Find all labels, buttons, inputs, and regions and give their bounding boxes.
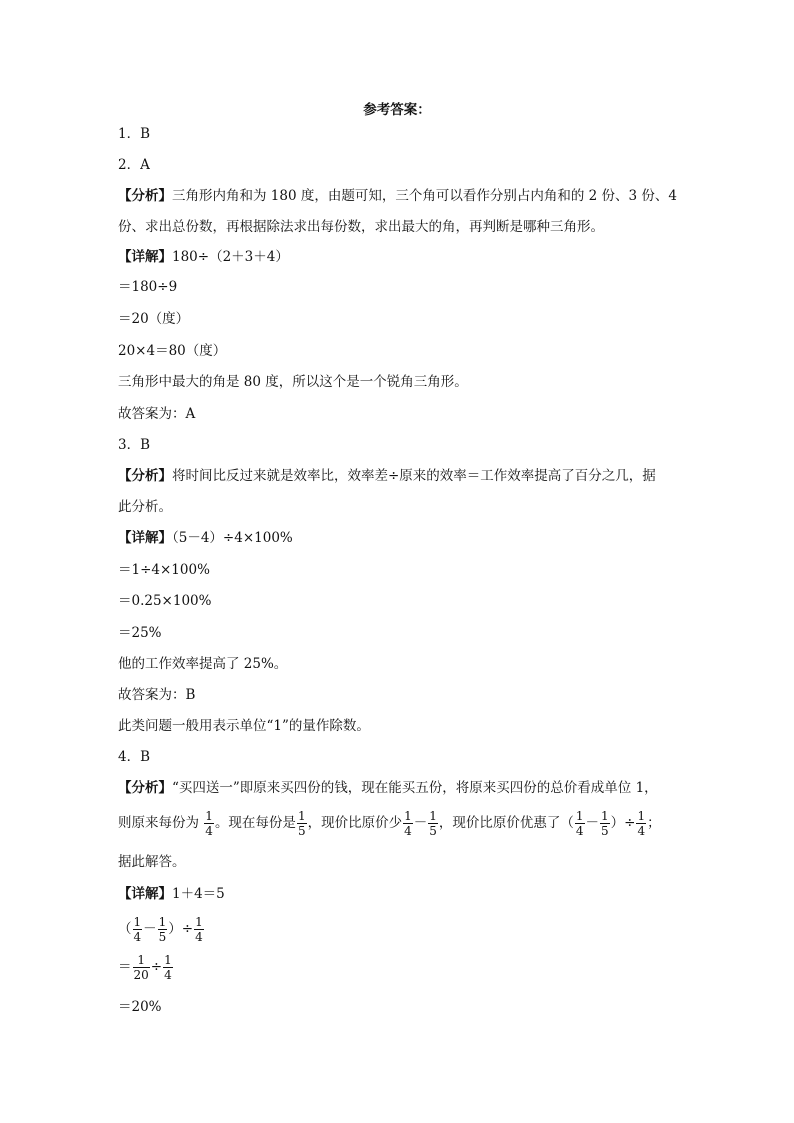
answer-1: 1．B — [118, 126, 151, 142]
denominator: 5 — [297, 824, 306, 838]
analysis-text: “买四送一”即原来买四份的钱，现在能买五份，将原来买四份的总价看成单位 1， — [172, 780, 658, 796]
q3-analysis-line-2: 此分析。 — [118, 499, 172, 515]
fraction-1-4 — [133, 915, 143, 944]
numerator: 1 — [195, 915, 203, 929]
fraction-1-4 — [403, 809, 413, 838]
text-segment: ，现价比原价少 — [307, 815, 403, 831]
fraction-1-4 — [194, 915, 204, 944]
q3-conclusion: 他的工作效率提高了 25%。 — [118, 656, 288, 672]
denominator: 5 — [601, 824, 609, 838]
q3-detail-line — [118, 528, 293, 548]
numerator: 1 — [601, 809, 609, 823]
detail-text: 1＋4＝5 — [172, 886, 225, 902]
denominator: 4 — [205, 824, 213, 838]
detail-tag: 【详解】 — [118, 249, 172, 265]
text-segment: ）÷ — [610, 815, 636, 831]
q3-final-answer: 故答案为：B — [118, 687, 196, 703]
q3-step-3: ＝25% — [118, 625, 162, 641]
answer-3: 3．B — [118, 437, 151, 453]
denominator: 4 — [164, 968, 172, 982]
denominator: 4 — [637, 824, 646, 838]
q3-step-1: ＝1÷4×100% — [118, 562, 210, 578]
detail-text: 180÷（2＋3＋4） — [172, 249, 289, 265]
q2-step-2: ＝20（度） — [118, 311, 190, 327]
analysis-tag: 【分析】 — [118, 780, 172, 796]
answer-4: 4．B — [118, 749, 151, 765]
text-segment: － — [585, 815, 599, 831]
numerator: 1 — [429, 809, 437, 823]
denominator: 4 — [404, 824, 412, 838]
numerator: 1 — [164, 953, 172, 967]
q4-analysis-line-2 — [118, 806, 661, 840]
denominator: 5 — [158, 930, 167, 944]
text-segment: ，现价比原价优惠了（ — [438, 815, 574, 831]
fraction-1-5 — [600, 809, 610, 838]
fraction-1-5 — [297, 809, 307, 838]
fraction-1-4 — [163, 953, 173, 982]
text-segment: ÷ — [150, 959, 163, 975]
numerator: 1 — [637, 809, 646, 823]
fraction-1-4 — [636, 809, 646, 838]
q2-analysis-line-2: 份、求出总份数，再根据除法求出每份数，求出最大的角，再判断是哪种三角形。 — [118, 219, 604, 235]
analysis-tag: 【分析】 — [118, 188, 172, 204]
detail-tag: 【详解】 — [118, 886, 172, 902]
denominator: 4 — [195, 930, 203, 944]
numerator: 1 — [133, 953, 150, 968]
q4-step-1 — [118, 912, 205, 946]
denominator: 4 — [133, 930, 142, 944]
q2-detail-line — [118, 247, 289, 267]
analysis-text: 三角形内角和为 180 度，由题可知，三个角可以看作分别占内角和的 2 份、3 份、4 — [172, 188, 677, 204]
fraction-1-5 — [428, 809, 438, 838]
analysis-tag: 【分析】 — [118, 468, 172, 484]
q3-analysis-line-1 — [118, 466, 656, 486]
q2-final-answer: 故答案为：A — [118, 406, 196, 422]
fraction-1-5 — [158, 915, 168, 944]
text-segment: ）÷ — [168, 921, 194, 937]
q4-analysis-line-3: 据此解答。 — [118, 854, 186, 870]
denominator: 20 — [133, 968, 149, 982]
denominator: 5 — [429, 824, 437, 838]
text-segment: ＝ — [118, 959, 132, 975]
numerator: 1 — [404, 809, 412, 823]
text-segment: － — [143, 921, 157, 937]
q2-analysis-line-1 — [118, 186, 677, 206]
answer-2: 2．A — [118, 157, 150, 173]
fraction-1-4 — [204, 809, 214, 838]
q3-note: 此类问题一般用表示单位“1”的量作除数。 — [118, 718, 370, 734]
q4-step-3: ＝20% — [118, 999, 162, 1015]
fraction-1-4 — [575, 809, 585, 838]
fraction-1-20 — [133, 953, 150, 982]
q4-analysis-line-1 — [118, 778, 658, 798]
numerator: 1 — [205, 809, 213, 823]
numerator: 1 — [133, 915, 142, 929]
q2-conclusion: 三角形中最大的角是 80 度，所以这个是一个锐角三角形。 — [118, 374, 468, 390]
q3-step-2: ＝0.25×100% — [118, 593, 212, 609]
numerator: 1 — [158, 915, 167, 929]
text-segment: 则原来每份为 — [118, 815, 199, 831]
denominator: 4 — [575, 824, 584, 838]
numerator: 1 — [297, 809, 306, 823]
q2-step-1: ＝180÷9 — [118, 279, 178, 295]
text-segment: － — [413, 815, 428, 831]
page-title: 参考答案： — [363, 102, 431, 118]
q2-step-3: 20×4＝80（度） — [118, 343, 227, 359]
text-segment: （ — [118, 921, 132, 937]
text-segment: ； — [647, 815, 661, 831]
q4-step-2 — [118, 950, 174, 984]
detail-tag: 【详解】 — [118, 530, 172, 546]
numerator: 1 — [575, 809, 584, 823]
detail-text: （5－4）÷4×100% — [172, 530, 293, 546]
q4-detail-line — [118, 884, 225, 904]
text-segment: 。现在每份是 — [214, 815, 296, 831]
analysis-text: 将时间比反过来就是效率比，效率差÷原来的效率＝工作效率提高了百分之几，据 — [172, 468, 656, 484]
